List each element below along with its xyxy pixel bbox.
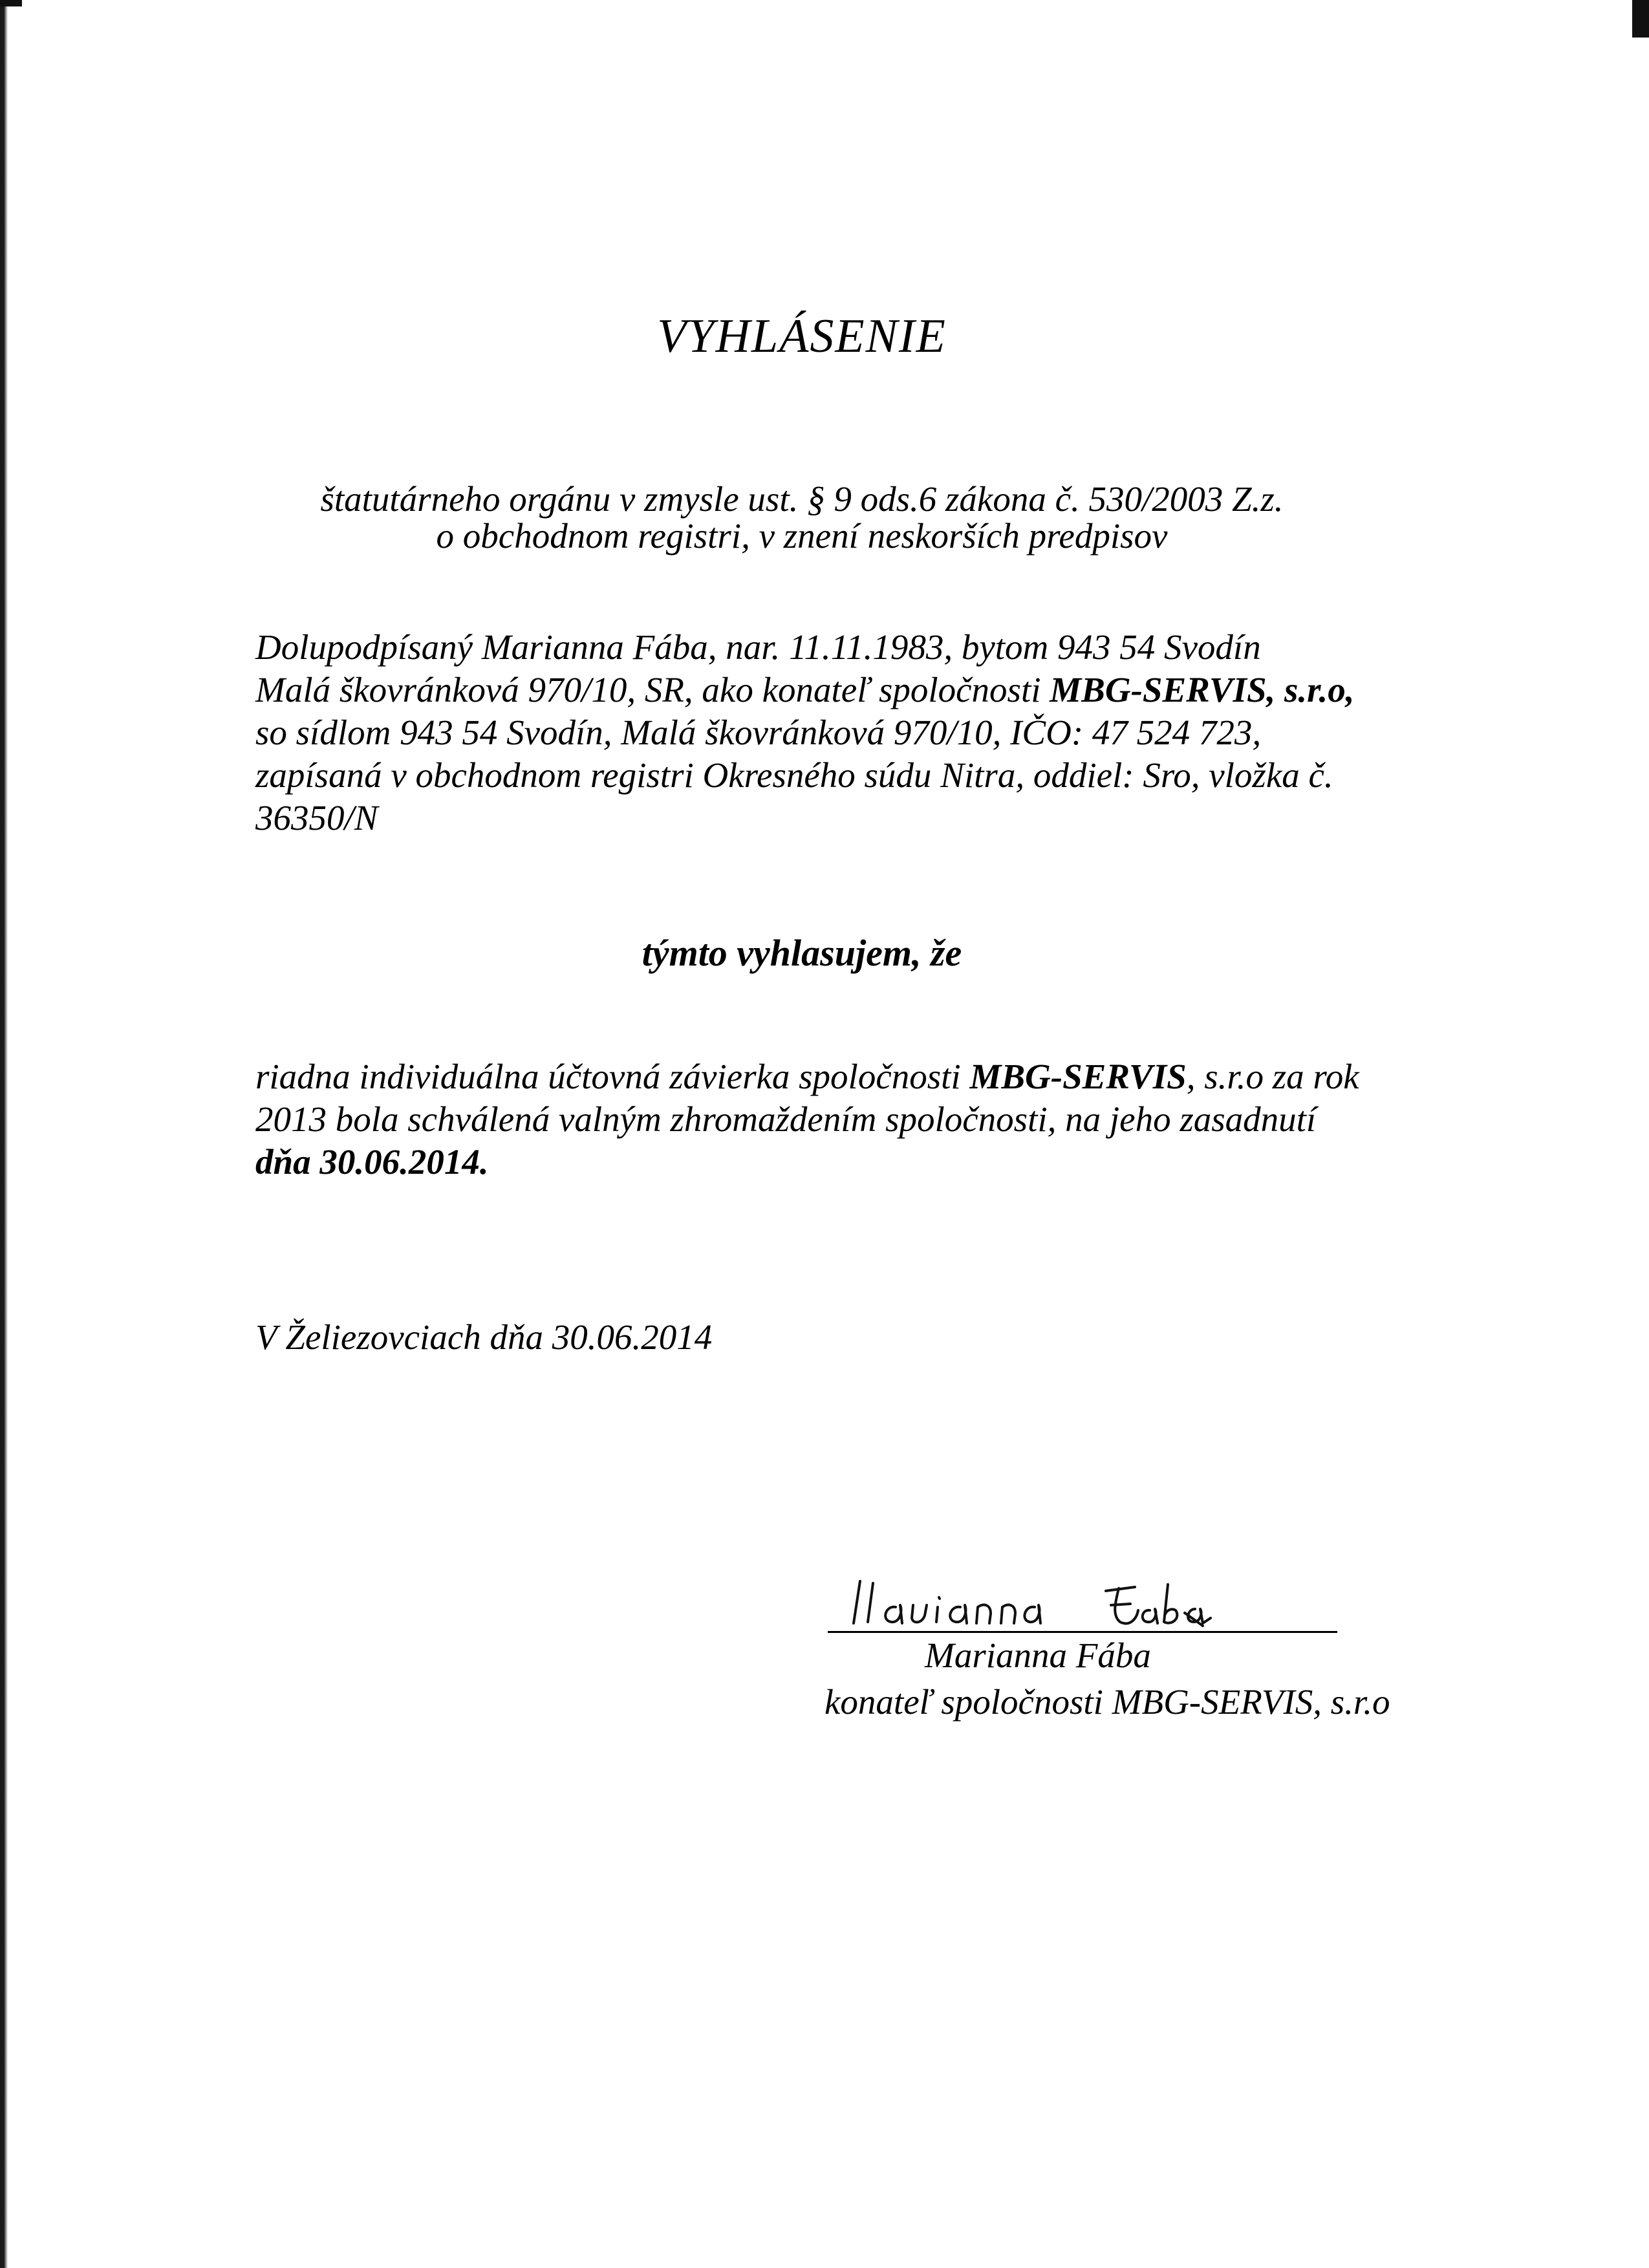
declaration-heading: týmto vyhlasujem, že — [641, 932, 962, 974]
intro-line-3: so sídlom 943 54 Svodín, Malá škovránková 970/10, IČO: 47 524 723, — [255, 713, 1262, 752]
handwritten-signature — [841, 1546, 1293, 1643]
statement-paragraph — [255, 1055, 1432, 1183]
intro-line-1: Dolupodpísaný Marianna Fába, nar. 11.11.1983, bytom 943 54 Svodín — [255, 627, 1261, 667]
statement-line-2: 2013 bola schválená valným zhromaždením spoločnosti, na jeho zasadnutí — [255, 1099, 1317, 1139]
scan-corner-top-left — [0, 0, 22, 6]
statement-line-1 — [255, 1055, 1432, 1098]
intro-line-2-text: Malá škovránková 970/10, SR, ako konateľ spoločnosti — [255, 670, 1050, 709]
intro-line-4: zapísaná v obchodnom registri Okresného súdu Nitra, oddiel: Sro, vložka č. — [255, 755, 1333, 795]
statement-line-3 — [255, 1141, 1432, 1183]
statement-line-1-b: , s.r.o za rok — [1186, 1057, 1359, 1096]
intro-line-2 — [255, 669, 1432, 711]
place-and-date: V Želiezovciach dňa 30.06.2014 — [255, 1317, 713, 1357]
intro-paragraph — [255, 626, 1432, 839]
intro-line-5: 36350/N — [255, 798, 378, 837]
scan-corner-top-right — [1632, 0, 1649, 38]
document-title: VYHLÁSENIE — [657, 310, 947, 363]
subtitle-line-1: štatutárneho orgánu v zmysle ust. § 9 ods.6 zákona č. 530/2003 Z.z. — [320, 479, 1284, 519]
signature-line — [828, 1631, 1337, 1633]
statement-company-name: MBG-SERVIS — [969, 1057, 1187, 1096]
signer-role: konateľ spoločnosti MBG-SERVIS, s.r.o — [824, 1682, 1390, 1722]
subtitle-line-2: o obchodnom registri, v znení neskorších predpisov — [436, 516, 1168, 556]
intro-company-name: MBG-SERVIS, s.r.o, — [1050, 670, 1355, 709]
statement-date: dňa 30.06.2014. — [255, 1142, 489, 1182]
signer-name: Marianna Fába — [925, 1636, 1151, 1675]
statement-line-1-a: riadna individuálna účtovná závierka spoločnosti — [255, 1057, 970, 1096]
